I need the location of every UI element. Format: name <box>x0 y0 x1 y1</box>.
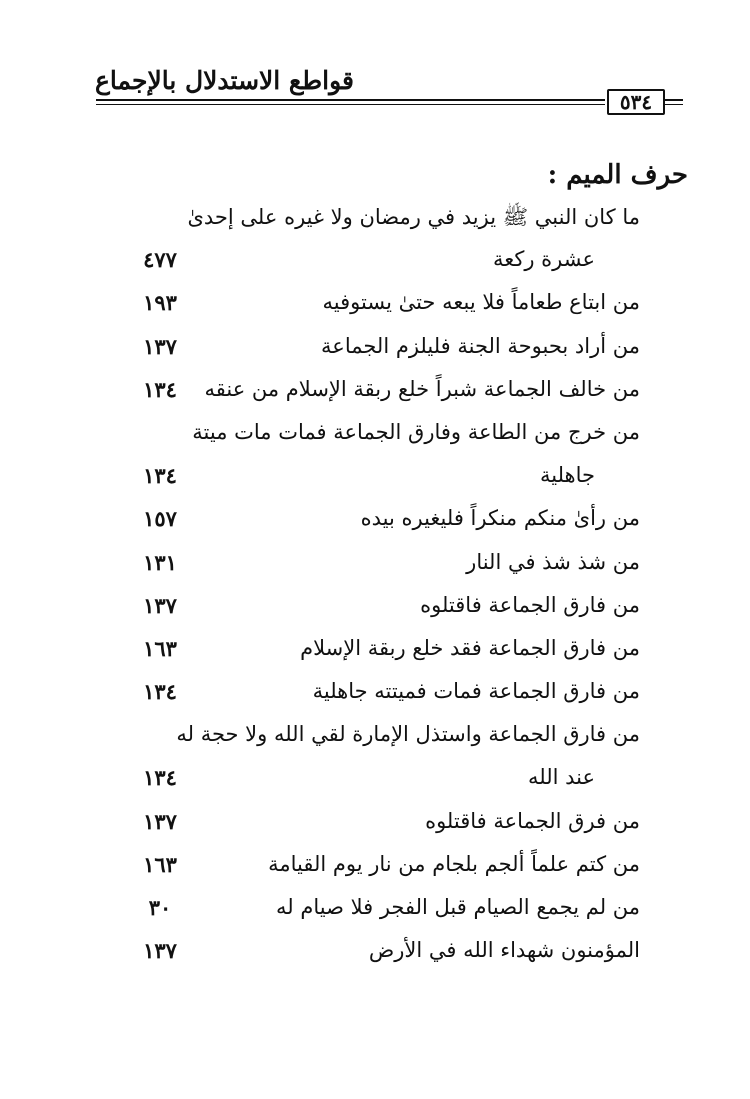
index-entry-page: ١٣٧ <box>143 808 177 834</box>
header-rule-right-top <box>665 99 683 101</box>
index-row <box>0 673 750 716</box>
index-entry-text: من فارق الجماعة فاقتلوه <box>420 592 640 617</box>
index-entry-page: ٤٧٧ <box>143 247 177 273</box>
index-entry-page: ١٣٤ <box>143 679 177 705</box>
index-row <box>0 846 750 889</box>
index-entry-text: من فارق الجماعة واستذل الإمارة لقي الله ولا حجة له <box>176 722 640 747</box>
index-row <box>0 932 750 975</box>
index-entry-text: من لم يجمع الصيام قبل الفجر فلا صيام له <box>276 895 640 919</box>
index-row <box>0 500 750 543</box>
index-entry-text: عند الله <box>527 765 595 790</box>
header-rule-right-bottom <box>665 104 683 105</box>
index-row <box>0 284 750 327</box>
header-rule-bottom <box>96 104 605 105</box>
index-row <box>0 544 750 587</box>
index-row <box>0 716 750 759</box>
index-entry-text: جاهلية <box>539 463 595 488</box>
index-entry-page: ١٣٤ <box>143 463 177 489</box>
index-entry-page: ٣٠ <box>148 895 172 920</box>
index-entry-page: ١٣١ <box>143 549 177 575</box>
index-entry-text: من خالف الجماعة شبراً خلع ربقة الإسلام من عنقه <box>204 376 640 401</box>
index-entry-text: من فارق الجماعة فمات فميتته جاهلية <box>312 679 640 704</box>
index-row <box>0 587 750 630</box>
index-entry-text: من فرق الجماعة فاقتلوه <box>425 808 640 833</box>
index-list <box>0 198 750 975</box>
index-entry-text: من خرج من الطاعة وفارق الجماعة فمات مات ميتة <box>192 419 640 444</box>
index-row <box>0 889 750 932</box>
index-entry-text: من ابتاع طعاماً فلا يبعه حتىٰ يستوفيه <box>322 290 640 315</box>
index-entry-text: المؤمنون شهداء الله في الأرض <box>368 938 640 963</box>
index-entry-page: ١٣٧ <box>143 592 177 618</box>
index-row <box>0 198 750 241</box>
index-row <box>0 457 750 500</box>
index-entry-page: ١٥٧ <box>143 506 177 532</box>
index-entry-text: من فارق الجماعة فقد خلع ربقة الإسلام <box>300 635 640 660</box>
index-row <box>0 803 750 846</box>
index-entry-page: ١٣٤ <box>143 765 177 791</box>
index-row <box>0 759 750 802</box>
running-header-title: قواطع الاستدلال بالإجماع <box>95 66 354 95</box>
index-entry-page: ١٣٤ <box>143 376 177 402</box>
header-rule-top <box>96 99 605 101</box>
index-row <box>0 241 750 284</box>
index-entry-page: ١٦٣ <box>143 851 177 877</box>
index-entry-text: من أراد بحبوحة الجنة فليلزم الجماعة <box>321 333 640 358</box>
index-entry-text: من رأىٰ منكم منكراً فليغيره بيده <box>360 506 640 531</box>
index-entry-text: عشرة ركعة <box>492 247 595 272</box>
index-row <box>0 371 750 414</box>
index-row <box>0 328 750 371</box>
index-entry-page: ١٦٣ <box>143 635 177 661</box>
page-number: ٥٣٤ <box>607 89 665 115</box>
index-row <box>0 414 750 457</box>
index-entry-page: ١٣٧ <box>143 333 177 359</box>
index-entry-page: ١٩٣ <box>143 290 177 316</box>
index-entry-text: ما كان النبي ﷺ يزيد في رمضان ولا غيره على إحدىٰ <box>187 205 640 229</box>
index-entry-text: من كتم علماً ألجم بلجام من نار يوم القيامة <box>268 851 640 876</box>
index-entry-text: من شذ شذ في النار <box>466 549 640 574</box>
section-heading: حرف الميم : <box>547 160 688 190</box>
index-row <box>0 630 750 673</box>
index-entry-page: ١٣٧ <box>143 938 177 964</box>
